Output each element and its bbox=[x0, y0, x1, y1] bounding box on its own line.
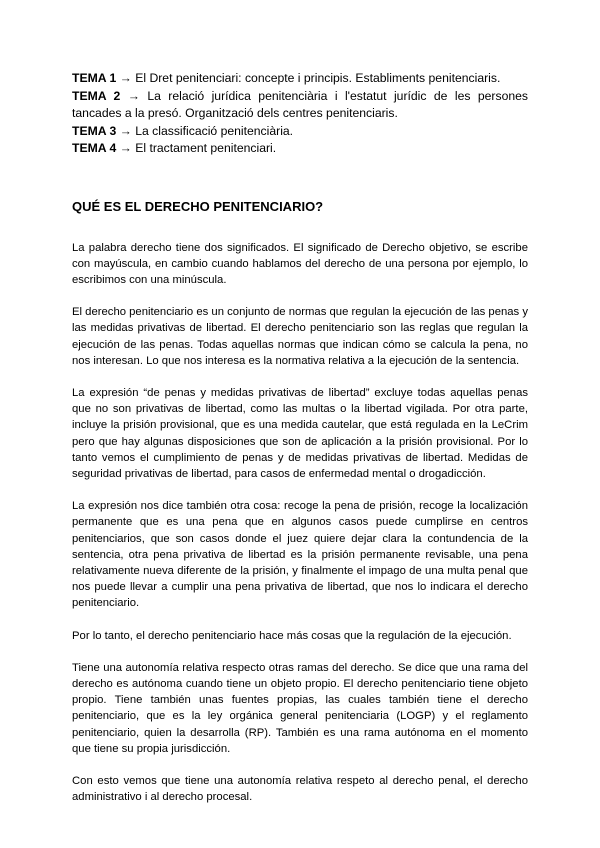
topic-text: La classificació penitenciària. bbox=[135, 123, 294, 138]
topic-text: La relació jurídica penitenciària i l'estatut jurídic de les persones tancades a la presó. Organització dels centres penitenciaris. bbox=[72, 88, 528, 120]
paragraph: La palabra derecho tiene dos significados. El significado de Derecho objetivo, se escribe con mayúscula, en cambio cuando hablamos del derecho de una persona por ejemplo, lo escribimos con una minúscula. bbox=[72, 241, 528, 286]
topic-label: TEMA 2 bbox=[72, 88, 121, 103]
arrow-icon: → bbox=[119, 141, 132, 155]
paragraph: Por lo tanto, el derecho penitenciario hace más cosas que la regulación de la ejecución. bbox=[72, 629, 512, 642]
topic-item bbox=[72, 140, 528, 158]
paragraph: El derecho penitenciario es un conjunto de normas que regulan la ejecución de las penas y las medidas privativas de libertad. El derecho penitenciario son las reglas que regulan la ejecución de las penas. Todas aquellas normas que indican cómo se calcula la pena, no nos interesan. Lo que nos interesa es la normativa relativa a la ejecución de la sentencia. bbox=[72, 306, 528, 367]
paragraph: Tiene una autonomía relativa respecto otras ramas del derecho. Se dice que una rama del derecho es autónoma cuando tiene un objeto propio. El derecho penitenciario tiene objeto propio. Tiene también unas fuentes propias, las cuales también tiene el derecho penitenciario, que es la ley orgánica general penitenciaria (LOGP) y el reglamento penitenciario, quien la desarrolla (RP). También es una rama autónoma en el momento que tiene su propia jurisdicción. bbox=[72, 661, 528, 755]
paragraph: La expresión “de penas y medidas privativas de libertad” excluye todas aquellas penas que no son privativas de libertad, como las multas o la libertad vigilada. Por otra parte, incluye la prisión provisional, que es una medida cautelar, que está regulada en la LeCrim pero que hay algunas disposiciones que son de aplicación a la prisión provisional. Por lo tanto vemos el cumplimiento de penas y de medidas privativas de libertad. Medidas de seguridad privativas de libertad, para casos de enfermedad mental o drogadicción. bbox=[72, 386, 528, 480]
topic-label: TEMA 1 bbox=[72, 71, 117, 85]
paragraph: Con esto vemos que tiene una autonomía relativa respeto al derecho penal, el derecho administrativo i al derecho procesal. bbox=[72, 774, 528, 804]
arrow-icon: → bbox=[119, 123, 132, 138]
arrow-icon: → bbox=[127, 88, 140, 103]
paragraph: La expresión nos dice también otra cosa: recoge la pena de prisión, recoge la localización permanente que es una pena que en algunos casos puede cumplirse en centros penitenciarios, que son casos donde el juez quiere dejar clara la contundencia de la sentencia, otra pena privativa de libertad es la prisión permanente revisable, una pena relativamente nueva diferente de la prisión, y finalmente el impago de una multa penal que nos puede llevar a cumplir una pena privativa de libertad, que nos lo indicara el derecho penitenciario. bbox=[72, 500, 528, 610]
arrow-icon: → bbox=[119, 71, 132, 85]
topic-list bbox=[72, 70, 528, 158]
topic-label: TEMA 3 bbox=[72, 123, 117, 138]
section-heading: QUÉ ES EL DERECHO PENITENCIARIO? bbox=[72, 198, 324, 214]
topic-item bbox=[72, 88, 528, 123]
topic-item bbox=[72, 70, 528, 88]
topic-text: El Dret penitenciari: concepte i principis. Establiments penitenciaris. bbox=[135, 71, 501, 85]
topic-item bbox=[72, 123, 528, 141]
topic-label: TEMA 4 bbox=[72, 141, 117, 155]
topic-text: El tractament penitenciari. bbox=[135, 141, 277, 155]
